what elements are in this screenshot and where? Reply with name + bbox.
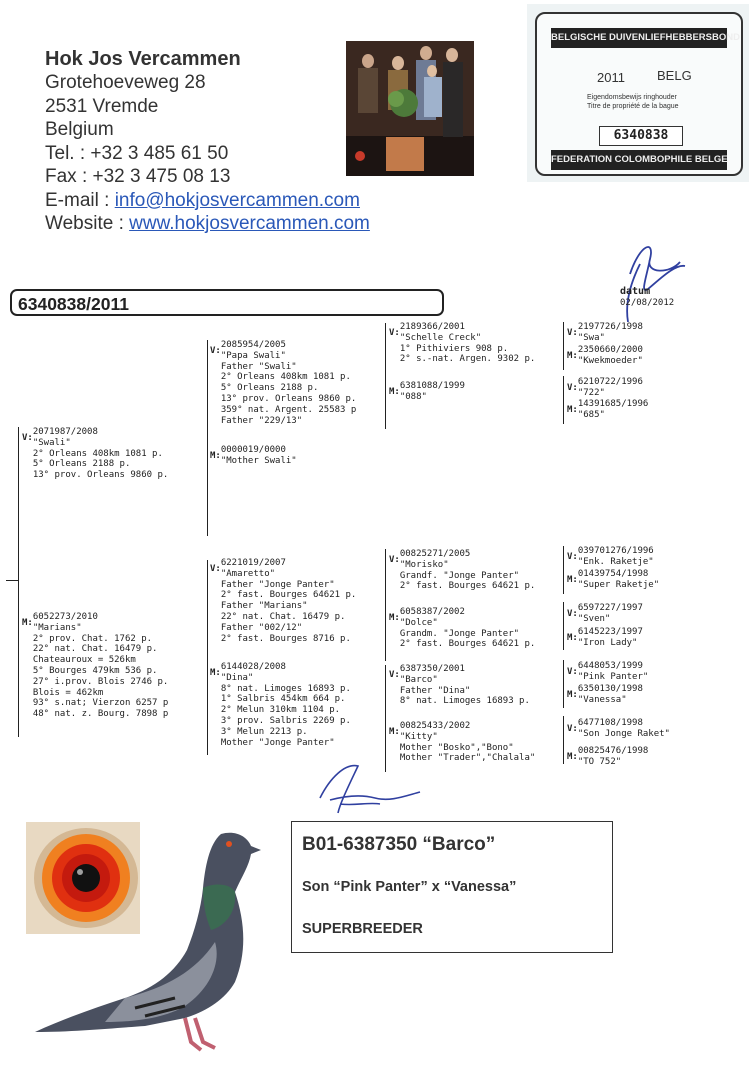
dss-marker: V: (389, 555, 400, 565)
dam-dam-marker: M: (210, 668, 221, 678)
ring-certificate (527, 4, 749, 182)
dam-dam-entry (210, 662, 351, 748)
g5-marker: V: (567, 383, 578, 393)
g5-details: 2197726/1998 "Swa" (577, 322, 643, 343)
dds-marker: V: (389, 670, 400, 680)
tree-line (563, 660, 564, 708)
sss-details: 2189366/2001 "Schelle Creck" 1° Pithiviers 908 p. 2° s.-nat. Argen. 9302 p. (399, 322, 536, 365)
g5-entry (567, 399, 648, 421)
tree-line (563, 602, 564, 650)
sire-marker: V: (22, 433, 33, 443)
g5-details: 6350130/1998 "Vanessa" (577, 684, 643, 705)
sire-details: 2071987/2008 "Swali" 2° Orleans 408km 1081 p. 5° Orleans 2188 p. 13° prov. Orleans 9860 p. (32, 427, 169, 481)
g5-entry (567, 546, 654, 568)
g5-marker: V: (567, 552, 578, 562)
g5-entry (567, 661, 648, 683)
pigeon-photo (25, 822, 265, 1060)
dsd-marker: M: (389, 613, 400, 623)
g5-marker: M: (567, 633, 578, 643)
fax: Fax : +32 3 475 08 13 (45, 166, 231, 187)
ddd-marker: M: (389, 727, 400, 737)
g5-entry (567, 569, 659, 591)
signature-top (600, 234, 690, 326)
featured-pigeon-box (291, 821, 613, 953)
g5-details: 01439754/1998 "Super Raketje" (577, 569, 660, 590)
tree-line (385, 323, 386, 429)
g5-entry (567, 377, 643, 399)
tree-line (207, 340, 208, 536)
g5-details: 6448053/1999 "Pink Panter" (577, 661, 649, 682)
g5-details: 6210722/1996 "722" (577, 377, 643, 398)
g5-details: 2350660/2000 "Kwekmoeder" (577, 345, 643, 366)
sss-entry (389, 322, 535, 365)
loft-contact-block (45, 47, 370, 236)
city-address: 2531 Vremde (45, 95, 159, 117)
g5-marker: V: (567, 724, 578, 734)
g5-marker: V: (567, 667, 578, 677)
website-link[interactable]: www.hokjosvercammen.com (129, 213, 370, 234)
featured-parents: Son “Pink Panter” x “Vanessa” (302, 879, 517, 895)
ssd-entry (389, 381, 465, 403)
dsd-entry (389, 607, 535, 650)
certificate-country-code: BELG (657, 68, 692, 83)
dam-sire-marker: V: (210, 564, 221, 574)
g5-details: 6477108/1998 "Son Jonge Raket" (577, 718, 670, 739)
tree-line (207, 560, 208, 755)
email-label: E-mail : (45, 189, 115, 211)
g5-entry (567, 322, 643, 344)
tree-line (385, 549, 386, 661)
sire-dam-details: 0000019/0000 "Mother Swali" (220, 445, 297, 466)
dam-details: 6052273/2010 "Marians" 2° prov. Chat. 1762 p. 22° nat. Chat. 16479 p. Chateauroux = 526km 5° Bourges 479km 536 p. 27° i.prov. Blois 2746 p. Blois = 462km 93° s.nat; Vierzon 6257 p 48° nat. z. Bourg. 7898 p (32, 612, 169, 720)
sire-sire-entry (210, 340, 356, 426)
g5-marker: V: (567, 609, 578, 619)
sire-sire-details: 2085954/2005 "Papa Swali" Father "Swali" 2° Orleans 408km 1081 p. 5° Orleans 2188 p. 13° prov. Orleans 9860 p. 359° nat. Argent. 25583 p Father "229/13" (220, 340, 357, 426)
g5-marker: M: (567, 752, 578, 762)
g5-entry (567, 684, 643, 706)
country: Belgium (45, 119, 114, 140)
dam-marker: M: (22, 618, 33, 628)
featured-title: SUPERBREEDER (302, 921, 423, 937)
street-address: Grotehoeveweg 28 (45, 72, 206, 93)
dds-details: 6387350/2001 "Barco" Father "Dina" 8° nat. Limoges 16893 p. (399, 664, 530, 707)
certificate-year: 2011 (597, 70, 625, 85)
certificate-line-1: Eigendomsbewijs ringhouder (587, 94, 677, 101)
dss-details: 00825271/2005 "Morisko" Grandf. "Jonge Panter" 2° fast. Bourges 64621 p. (399, 549, 536, 592)
tree-line (563, 376, 564, 424)
ddd-details: 00825433/2002 "Kitty" Mother "Bosko","Bono" Mother "Trader","Chalala" (399, 721, 536, 764)
certificate-top-banner: BELGISCHE DUIVENLIEFHEBBERSBOND (551, 28, 727, 48)
telephone: Tel. : +32 3 485 61 50 (45, 142, 229, 164)
g5-entry (567, 345, 643, 367)
g5-details: 6145223/1997 "Iron Lady" (577, 627, 643, 648)
signature-bottom (300, 758, 430, 820)
certificate-frame (535, 12, 743, 176)
tree-line (6, 580, 18, 581)
g5-entry (567, 718, 670, 740)
g5-entry (567, 627, 643, 649)
ssd-marker: M: (389, 387, 400, 397)
tree-line (563, 546, 564, 594)
loft-name: Hok Jos Vercammen (45, 48, 241, 70)
dam-dam-details: 6144028/2008 "Dina" 8° nat. Limoges 16893 p. 1° Salbris 454km 664 p. 2° Melun 310km 1104 p. 3° prov. Salbris 2269 p. 3° Melun 2213 p. Mother "Jonge Panter" (220, 662, 351, 748)
pedigree-ring-title: 6340838/2011 (10, 289, 444, 316)
website-label: Website : (45, 213, 130, 234)
dam-sire-details: 6221019/2007 "Amaretto" Father "Jonge Panter" 2° fast. Bourges 64621 p. Father "Marians" 22° nat. Chat. 16479 p. Father "002/12" 2° fast. Bourges 8716 p. (220, 558, 357, 644)
dss-entry (389, 549, 535, 592)
g5-details: 6597227/1997 "Sven" (577, 603, 643, 624)
loft-team-photo (346, 41, 474, 176)
g5-entry (567, 746, 648, 768)
tree-line (563, 322, 564, 370)
g5-marker: M: (567, 405, 578, 415)
ssd-details: 6381088/1999 "088" (399, 381, 465, 402)
g5-details: 00825476/1998 "TO 752" (577, 746, 649, 767)
email-link[interactable]: info@hokjosvercammen.com (114, 189, 360, 211)
sire-dam-marker: M: (210, 451, 221, 461)
sire-dam-entry (210, 445, 297, 467)
datum-label: datum (620, 286, 651, 297)
g5-entry (567, 603, 643, 625)
tree-line (385, 665, 386, 772)
g5-marker: M: (567, 575, 578, 585)
g5-details: 14391685/1996 "685" (577, 399, 649, 420)
datum-value: 02/08/2012 (620, 298, 675, 308)
certificate-ring-number: 6340838 (599, 126, 683, 146)
email-row (45, 189, 370, 213)
g5-details: 039701276/1996 "Enk. Raketje" (577, 546, 654, 567)
tree-line (18, 427, 19, 737)
g5-marker: M: (567, 690, 578, 700)
g5-marker: V: (567, 328, 578, 338)
tree-line (563, 716, 564, 764)
dds-entry (389, 664, 530, 707)
featured-ring: B01-6387350 “Barco” (302, 834, 496, 855)
website-row (45, 212, 370, 236)
dam-entry (22, 612, 168, 720)
dsd-details: 6058387/2002 "Dolce" Grandm. "Jonge Panter" 2° fast. Bourges 64621 p. (399, 607, 536, 650)
dam-sire-entry (210, 558, 356, 644)
sire-entry (22, 427, 168, 481)
g5-marker: M: (567, 351, 578, 361)
certificate-bottom-banner: FEDERATION COLOMBOPHILE BELGE (551, 150, 727, 170)
certificate-line-2: Titre de propriété de la bague (587, 103, 679, 110)
sss-marker: V: (389, 328, 400, 338)
sire-sire-marker: V: (210, 346, 221, 356)
